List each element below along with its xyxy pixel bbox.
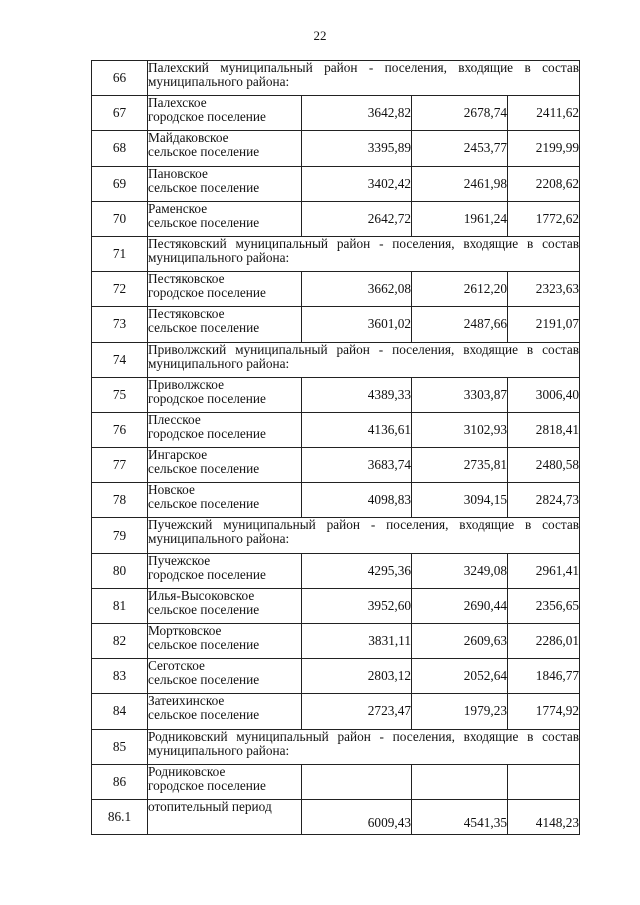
settlement-name xyxy=(148,624,302,659)
table-row xyxy=(92,799,580,834)
value-col-2: 2735,81 xyxy=(412,448,508,483)
row-number: 68 xyxy=(92,131,148,166)
settlement-name-line: Затеихинское xyxy=(148,693,225,709)
value-col-1: 2642,72 xyxy=(302,201,412,236)
table-row xyxy=(92,553,580,588)
row-number: 86 xyxy=(92,764,148,799)
row-number: 75 xyxy=(92,377,148,412)
value-col-3: 2480,58 xyxy=(508,448,580,483)
settlement-name xyxy=(148,412,302,447)
value-col-3: 1846,77 xyxy=(508,659,580,694)
table-row xyxy=(92,588,580,623)
district-title: Пучежский муниципальный район - поселения, входящие в состав муниципального района: xyxy=(148,518,580,553)
tariff-table xyxy=(91,60,580,835)
district-title: Палехский муниципальный район - поселения, входящие в состав муниципального района: xyxy=(148,61,580,96)
value-col-1: 4098,83 xyxy=(302,483,412,518)
settlement-name-line: Мортковское xyxy=(148,623,222,638)
settlement-name-line: Палехское xyxy=(148,95,207,111)
row-number: 74 xyxy=(92,342,148,377)
settlement-name xyxy=(148,659,302,694)
value-col-2: 2052,64 xyxy=(412,659,508,694)
row-number: 67 xyxy=(92,96,148,131)
settlement-name-line: Пучежское xyxy=(148,552,211,568)
table-row xyxy=(92,624,580,659)
table-row xyxy=(92,694,580,729)
table-row xyxy=(92,166,580,201)
table-row xyxy=(92,659,580,694)
value-col-3: 1772,62 xyxy=(508,201,580,236)
value-col-2: 2690,44 xyxy=(412,588,508,623)
district-header-row xyxy=(92,342,580,377)
value-col-3: 2208,62 xyxy=(508,166,580,201)
district-header-row xyxy=(92,729,580,764)
value-col-1: 3395,89 xyxy=(302,131,412,166)
settlement-name xyxy=(148,799,302,834)
value-col-1: 3831,11 xyxy=(302,624,412,659)
settlement-name-line: Майдаковское xyxy=(148,130,229,146)
value-col-1: 3402,42 xyxy=(302,166,412,201)
value-col-1 xyxy=(302,764,412,799)
settlement-name xyxy=(148,448,302,483)
settlement-name-line: сельское поселение xyxy=(148,179,260,195)
value-col-2: 3094,15 xyxy=(412,483,508,518)
settlement-name-line: Плесское xyxy=(148,411,201,427)
settlement-name xyxy=(148,131,302,166)
settlement-name-line: Пановское xyxy=(148,165,208,181)
value-col-3: 1774,92 xyxy=(508,694,580,729)
table-row xyxy=(92,201,580,236)
value-col-2: 2612,20 xyxy=(412,272,508,307)
row-number: 77 xyxy=(92,448,148,483)
settlement-name xyxy=(148,694,302,729)
value-col-2: 2678,74 xyxy=(412,96,508,131)
value-col-3: 3006,40 xyxy=(508,377,580,412)
value-col-3 xyxy=(508,764,580,799)
settlement-name-line: городское поселение xyxy=(148,109,266,125)
value-col-3: 2961,41 xyxy=(508,553,580,588)
value-col-1: 2803,12 xyxy=(302,659,412,694)
value-col-1: 3642,82 xyxy=(302,96,412,131)
value-col-1: 6009,43 xyxy=(302,799,412,834)
settlement-name-line: сельское поселение xyxy=(148,707,260,723)
settlement-name-line: Приволжское xyxy=(148,376,225,392)
value-col-3: 2286,01 xyxy=(508,624,580,659)
value-col-3: 2323,63 xyxy=(508,272,580,307)
settlement-name-line: Ингарское xyxy=(148,447,208,463)
table-row xyxy=(92,764,580,799)
value-col-1: 4389,33 xyxy=(302,377,412,412)
table-row xyxy=(92,483,580,518)
settlement-name-line: Пестяковское xyxy=(148,271,225,287)
table-row xyxy=(92,272,580,307)
settlement-name-line: сельское поселение xyxy=(148,496,260,512)
row-number: 72 xyxy=(92,272,148,307)
table-row xyxy=(92,377,580,412)
settlement-name-line: Илья-Высоковское xyxy=(148,587,255,603)
value-col-2: 2609,63 xyxy=(412,624,508,659)
settlement-name xyxy=(148,166,302,201)
settlement-name xyxy=(148,377,302,412)
district-header-row xyxy=(92,236,580,271)
value-col-2: 3249,08 xyxy=(412,553,508,588)
row-number: 86.1 xyxy=(92,799,148,834)
settlement-name-line: городское поселение xyxy=(148,425,266,441)
district-title: Родниковский муниципальный район - поселения, входящие в состав муниципального района: xyxy=(148,729,580,764)
row-number: 84 xyxy=(92,694,148,729)
district-title: Приволжский муниципальный район - поселения, входящие в состав муниципального района: xyxy=(148,342,580,377)
district-header-row xyxy=(92,61,580,96)
settlement-name xyxy=(148,272,302,307)
row-number: 70 xyxy=(92,201,148,236)
settlement-name-line: городское поселение xyxy=(148,566,266,582)
settlement-name-line: сельское поселение xyxy=(148,320,260,336)
settlement-name xyxy=(148,764,302,799)
settlement-name-line: городское поселение xyxy=(148,285,266,301)
value-col-3: 2818,41 xyxy=(508,412,580,447)
value-col-1: 3683,74 xyxy=(302,448,412,483)
row-number: 80 xyxy=(92,553,148,588)
value-col-3: 4148,23 xyxy=(508,799,580,834)
value-col-2: 2487,66 xyxy=(412,307,508,342)
settlement-name xyxy=(148,96,302,131)
value-col-2: 3303,87 xyxy=(412,377,508,412)
table-row xyxy=(92,131,580,166)
row-number: 83 xyxy=(92,659,148,694)
table-row xyxy=(92,307,580,342)
value-col-3: 2191,07 xyxy=(508,307,580,342)
settlement-name xyxy=(148,483,302,518)
value-col-2: 1979,23 xyxy=(412,694,508,729)
settlement-name xyxy=(148,588,302,623)
value-col-2: 3102,93 xyxy=(412,412,508,447)
value-col-2: 4541,35 xyxy=(412,799,508,834)
table-row xyxy=(92,448,580,483)
value-col-1: 2723,47 xyxy=(302,694,412,729)
district-title: Пестяковский муниципальный район - поселения, входящие в состав муниципального района: xyxy=(148,236,580,271)
row-number: 78 xyxy=(92,483,148,518)
value-col-3: 2356,65 xyxy=(508,588,580,623)
settlement-name-line: Пестяковское xyxy=(148,306,225,322)
value-col-3: 2824,73 xyxy=(508,483,580,518)
row-number: 76 xyxy=(92,412,148,447)
value-col-1: 4136,61 xyxy=(302,412,412,447)
settlement-name-line: городское поселение xyxy=(148,777,266,793)
value-col-1: 3952,60 xyxy=(302,588,412,623)
settlement-name-line: сельское поселение xyxy=(148,144,260,160)
settlement-name-line: сельское поселение xyxy=(148,672,260,688)
table-row xyxy=(92,96,580,131)
row-number: 79 xyxy=(92,518,148,553)
settlement-name-line: отопительный период xyxy=(148,798,272,814)
settlement-name xyxy=(148,201,302,236)
value-col-2: 2461,98 xyxy=(412,166,508,201)
settlement-name-line: сельское поселение xyxy=(148,601,260,617)
settlement-name-line: Новское xyxy=(148,482,195,498)
row-number: 71 xyxy=(92,236,148,271)
value-col-1: 4295,36 xyxy=(302,553,412,588)
settlement-name-line: сельское поселение xyxy=(148,461,260,477)
row-number: 81 xyxy=(92,588,148,623)
settlement-name-line: Раменское xyxy=(148,200,208,216)
value-col-2: 2453,77 xyxy=(412,131,508,166)
settlement-name-line: сельское поселение xyxy=(148,214,260,230)
settlement-name-line: сельское поселение xyxy=(148,637,260,652)
settlement-name-line: городское поселение xyxy=(148,390,266,406)
value-col-3: 2411,62 xyxy=(508,96,580,131)
value-col-1: 3662,08 xyxy=(302,272,412,307)
page-number: 22 xyxy=(313,28,327,43)
value-col-3: 2199,99 xyxy=(508,131,580,166)
row-number: 69 xyxy=(92,166,148,201)
row-number: 73 xyxy=(92,307,148,342)
district-header-row xyxy=(92,518,580,553)
row-number: 66 xyxy=(92,61,148,96)
value-col-2: 1961,24 xyxy=(412,201,508,236)
settlement-name xyxy=(148,307,302,342)
settlement-name xyxy=(148,553,302,588)
row-number: 82 xyxy=(92,624,148,659)
settlement-name-line: Сеготское xyxy=(148,658,205,674)
row-number: 85 xyxy=(92,729,148,764)
value-col-2 xyxy=(412,764,508,799)
table-row xyxy=(92,412,580,447)
settlement-name-line: Родниковское xyxy=(148,763,226,779)
value-col-1: 3601,02 xyxy=(302,307,412,342)
